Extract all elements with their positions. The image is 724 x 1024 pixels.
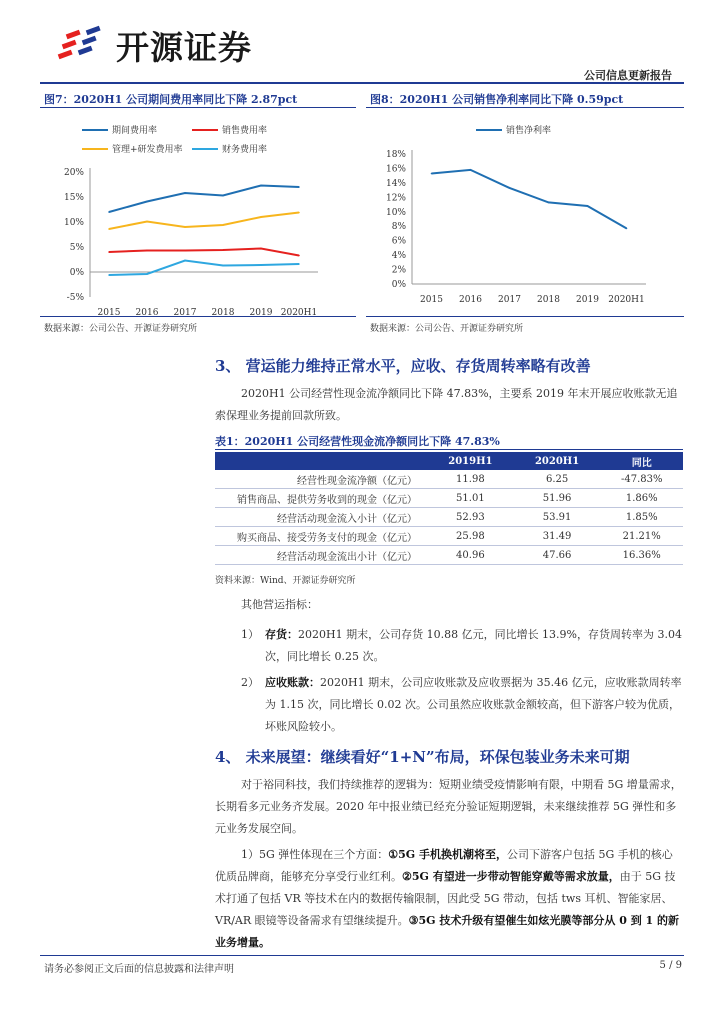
- table-cell: 21.21%: [600, 527, 683, 546]
- table-cell: 52.93: [427, 508, 514, 527]
- table-cell: 31.49: [514, 527, 601, 546]
- footer-disclaimer: 请务必参阅正文后面的信息披露和法律声明: [44, 964, 234, 975]
- list-text: 2020H1 期末，公司存货 10.88 亿元，同比增长 13.9%，存货周转率为 3.04 次，同比增长 0.25 次。: [265, 628, 682, 663]
- list-label: 存货：: [265, 628, 298, 641]
- table-row: [215, 508, 683, 527]
- table-header-row: [215, 452, 683, 470]
- legend-label: 销售净利率: [506, 126, 552, 136]
- data-point: [222, 265, 224, 267]
- y-tick-label: 20%: [63, 168, 84, 178]
- x-tick-label: 2018: [537, 295, 560, 305]
- table-cell: 51.96: [514, 489, 601, 508]
- data-point: [146, 250, 148, 252]
- table-cell: 1.85%: [600, 508, 683, 527]
- ops-intro: 其他营运指标：: [241, 598, 318, 611]
- x-tick-label: 2020H1: [280, 308, 318, 315]
- table1-rule: [215, 449, 683, 450]
- section3-title: 3、 营运能力维持正常水平，应收、存货周转率略有改善: [215, 357, 591, 375]
- data-point: [108, 251, 110, 253]
- legend-label: 财务费用率: [222, 145, 268, 155]
- text-span: 1）5G 弹性体现在三个方面：: [241, 848, 389, 861]
- bold-span: ①5G 手机换机潮将至，: [388, 848, 508, 861]
- table-header-cell: 同比: [600, 452, 683, 470]
- x-tick-label: 2018: [211, 308, 235, 315]
- table-cell: 6.25: [514, 470, 601, 489]
- y-tick-label: 15%: [63, 193, 84, 203]
- y-tick-label: 6%: [391, 236, 406, 247]
- fig7-bottom-rule: [40, 316, 356, 317]
- bold-span: ③5G 技术升级有望催生如炫光膜等部分从 0 到 1 的新业务增量。: [215, 914, 680, 949]
- series-line: [432, 170, 627, 229]
- y-tick-label: 5%: [69, 243, 84, 253]
- table-cell: -47.83%: [600, 470, 683, 489]
- list-number: 2）: [241, 676, 259, 689]
- table-cell: 25.98: [427, 527, 514, 546]
- x-tick-label: 2019: [249, 308, 273, 315]
- table-header-cell: 2020H1: [514, 452, 601, 470]
- y-tick-label: 12%: [385, 193, 406, 204]
- data-point: [184, 260, 186, 262]
- report-type: 公司信息更新报告: [584, 69, 672, 82]
- x-tick-label: 2020H1: [608, 295, 645, 305]
- fig8-bottom-rule: [366, 316, 684, 317]
- table-row: [215, 527, 683, 546]
- list-label: 应收账款：: [265, 676, 320, 689]
- x-tick-label: 2016: [459, 295, 482, 305]
- table-row: [215, 470, 683, 489]
- text-span: 由于 5G 技术打通了包括 VR 等技术在内的数据传输限制，因此受 5G 带动，包括 tws 耳机、智能家居、VR/AR 眼镜等设备需求有望继续提升。: [215, 870, 676, 927]
- y-tick-label: 0%: [69, 268, 84, 278]
- table1-title: 表1：2020H1 公司经营性现金流净额同比下降 47.83%: [215, 435, 500, 448]
- data-point: [260, 248, 262, 250]
- series-line: [109, 249, 299, 256]
- section4-paragraph-2: [215, 844, 683, 954]
- fig7-source: 数据来源：公司公告、开源证券研究所: [44, 324, 198, 334]
- y-tick-label: 16%: [385, 164, 406, 175]
- legend-label: 管理+研发费用率: [112, 145, 183, 155]
- data-point: [108, 228, 110, 230]
- x-tick-label: 2015: [420, 295, 443, 305]
- fig7-title: 图7：2020H1 公司期间费用率同比下降 2.87pct: [44, 93, 298, 106]
- table1-source: 资料来源：Wind、开源证券研究所: [215, 576, 356, 586]
- fig8-rule: [366, 107, 684, 108]
- data-point: [184, 250, 186, 252]
- table-cell-label: 销售商品、提供劳务收到的现金（亿元）: [215, 489, 427, 508]
- x-tick-label: 2017: [173, 308, 197, 315]
- section4-title: 4、 未来展望：继续看好“1+N”布局，环保包装业务未来可期: [215, 748, 630, 766]
- table-row: [215, 489, 683, 508]
- table-cell-label: 购买商品、接受劳务支付的现金（亿元）: [215, 527, 427, 546]
- text-span: 公司下游客户包括 5G 手机的核心优质品牌商，能够充分享受行业红利。: [215, 848, 673, 883]
- data-point: [146, 221, 148, 223]
- table-cell-label: 经营活动现金流出小计（亿元）: [215, 546, 427, 565]
- data-point: [146, 273, 148, 275]
- table-cell: 16.36%: [600, 546, 683, 565]
- data-point: [260, 216, 262, 218]
- bold-span: ②5G 有望进一步带动智能穿戴等需求放量，: [402, 870, 620, 883]
- data-point: [587, 205, 589, 207]
- table1: [215, 452, 683, 565]
- header-divider: [40, 82, 684, 84]
- logo-icon: [54, 22, 106, 64]
- data-point: [548, 202, 550, 204]
- section3-paragraph: 2020H1 公司经营性现金流净额同比下降 47.83%，主要系 2019 年末开展应收账款无追索保理业务提前回款所致。: [215, 387, 678, 422]
- data-point: [184, 192, 186, 194]
- data-point: [626, 228, 628, 230]
- table-cell-label: 经营性现金流净额（亿元）: [215, 470, 427, 489]
- data-point: [222, 195, 224, 197]
- fig8-source: 数据来源：公司公告、开源证券研究所: [370, 324, 524, 334]
- data-point: [298, 186, 300, 188]
- y-tick-label: 18%: [385, 150, 406, 160]
- data-point: [146, 201, 148, 203]
- data-point: [298, 212, 300, 214]
- list-number: 1）: [241, 628, 259, 641]
- list-text: 2020H1 期末，公司应收账款及应收票据为 35.46 亿元，应收账款周转率为 1.15 次，同比增长 0.02 次。公司虽然应收账款金额较高，但下游客户较为优质，坏账风险较小。: [265, 676, 682, 733]
- fig7-chart: [40, 110, 356, 315]
- legend-label: 期间费用率: [112, 126, 158, 136]
- data-point: [222, 224, 224, 226]
- x-tick-label: 2016: [135, 308, 159, 315]
- table-header-cell: 2019H1: [427, 452, 514, 470]
- data-point: [298, 263, 300, 265]
- y-tick-label: 0%: [391, 280, 406, 290]
- fig8-chart: [366, 110, 684, 315]
- data-point: [108, 211, 110, 213]
- data-point: [184, 226, 186, 228]
- series-line: [109, 261, 299, 276]
- table-cell: 40.96: [427, 546, 514, 565]
- page-number: 5 / 9: [659, 960, 682, 971]
- data-point: [260, 264, 262, 266]
- y-tick-label: 2%: [391, 265, 406, 276]
- data-point: [509, 187, 511, 189]
- table-cell-label: 经营活动现金流入小计（亿元）: [215, 508, 427, 527]
- table-cell: 53.91: [514, 508, 601, 527]
- table-header-cell: [215, 452, 427, 470]
- ops-item-receivables: [241, 672, 683, 738]
- ops-item-inventory: [241, 624, 683, 668]
- legend-label: 销售费用率: [222, 126, 268, 136]
- x-tick-label: 2015: [97, 308, 121, 315]
- data-point: [431, 173, 433, 175]
- section4-paragraph: 对于裕同科技，我们持续推荐的逻辑为：短期业绩受疫情影响有限，中期看 5G 增量需求，长期看多元业务齐发展。2020 年中报业绩已经充分验证短期逻辑，未来继续推荐 5G 弹性和多元业务发展空间。: [215, 778, 682, 835]
- fig8-title: 图8：2020H1 公司销售净利率同比下降 0.59pct: [370, 93, 624, 106]
- y-tick-label: 10%: [63, 218, 84, 228]
- y-tick-label: 10%: [385, 207, 406, 218]
- table-cell: 51.01: [427, 489, 514, 508]
- data-point: [470, 169, 472, 171]
- table-cell: 47.66: [514, 546, 601, 565]
- table-cell: 11.98: [427, 470, 514, 489]
- fig7-rule: [40, 107, 356, 108]
- data-point: [260, 185, 262, 187]
- y-tick-label: -5%: [66, 293, 84, 303]
- x-tick-label: 2019: [576, 295, 599, 305]
- data-point: [108, 274, 110, 276]
- series-line: [109, 186, 299, 213]
- table-cell: 1.86%: [600, 489, 683, 508]
- data-point: [298, 255, 300, 257]
- x-tick-label: 2017: [498, 295, 521, 305]
- data-point: [222, 249, 224, 251]
- y-tick-label: 4%: [391, 251, 406, 262]
- y-tick-label: 14%: [385, 178, 406, 189]
- table-row: [215, 546, 683, 565]
- logo-text: 开源证券: [116, 28, 252, 67]
- y-tick-label: 8%: [391, 222, 406, 233]
- footer-divider: [40, 955, 684, 956]
- series-line: [109, 213, 299, 230]
